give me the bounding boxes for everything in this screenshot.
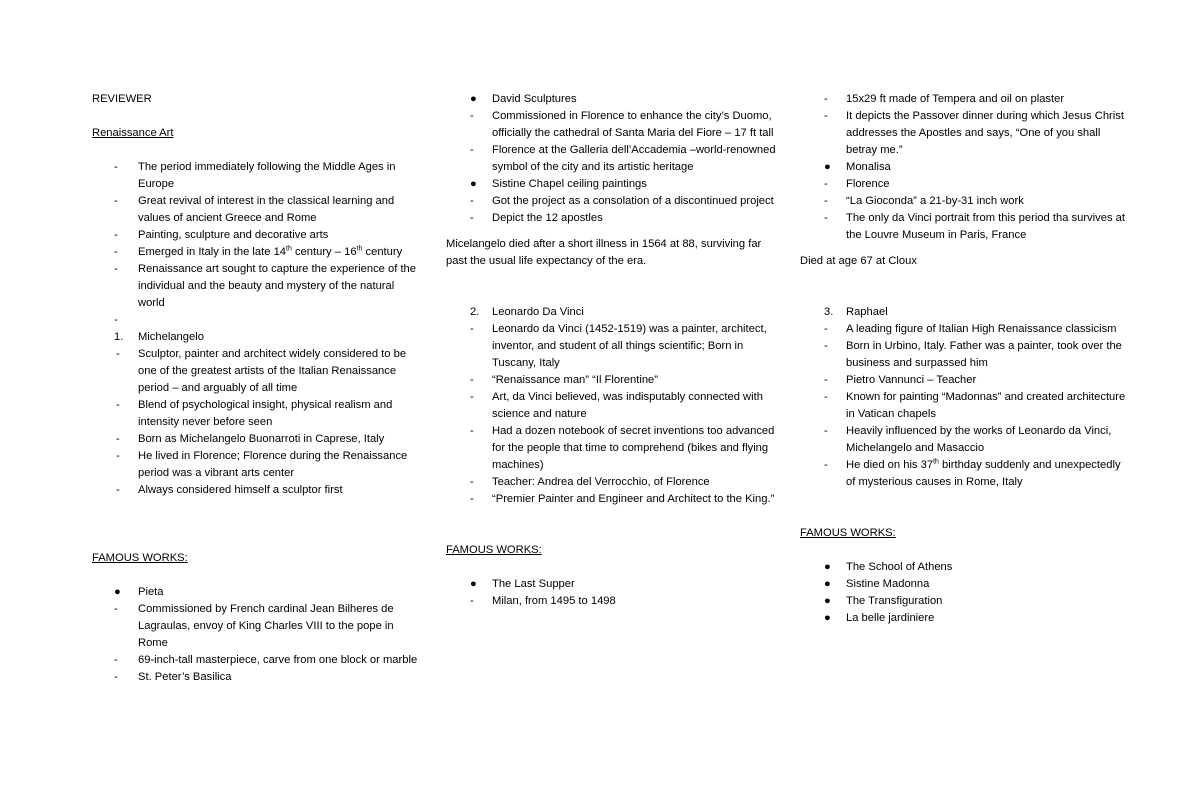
list-item: - Had a dozen notebook of secret inventions too advanced for the people that time to comprehend (bikes and flying machines) [470, 425, 775, 471]
list-item: - Commissioned in Florence to enhance the city’s Duomo, officially the cathedral of Santa Maria del Fiore – 17 ft tall [470, 110, 774, 139]
work-title: ● La belle jardiniere [824, 612, 935, 624]
work-title: ● The Transfiguration [824, 595, 943, 607]
list-item: - Florence [824, 178, 890, 190]
list-item: - 69-inch-tall masterpiece, carve from one block or marble [114, 654, 418, 666]
list-item: - Art, da Vinci believed, was indisputably connected with science and nature [470, 391, 763, 420]
list-item: - Florence at the Galleria dell’Accademia –world-renowned symbol of the city and its artistic heritage [470, 144, 776, 173]
list-item: - Always considered himself a sculptor first [116, 484, 343, 496]
list-item: - It depicts the Passover dinner during which Jesus Christ addresses the Apostles and says, “One of you shall betray me.” [824, 110, 1124, 156]
section-heading: Renaissance Art [92, 127, 174, 139]
list-item: - Sculptor, painter and architect widely considered to be one of the greatest artists of the Italian Renaissance period – and arguably of all time [116, 348, 407, 394]
leonardo-section [446, 304, 776, 508]
michelangelo-death-note: Micelangelo died after a short illness in 1564 at 88, surviving far past the usual life expectancy of the era. [446, 238, 762, 267]
work-title: ● The Last Supper [470, 578, 575, 590]
list-item: - A leading figure of Italian High Renaissance classicism [824, 323, 1117, 335]
list-item: - Emerged in Italy in the late 14th century – 16th century [114, 245, 403, 258]
list-item: - “La Gioconda” a 21-by-31 inch work [824, 195, 1024, 207]
raphael-works-list [800, 559, 1130, 627]
work-title: ● Monalisa [824, 161, 891, 173]
supper-continued [800, 91, 1130, 244]
list-item: - Leonardo da Vinci (1452-1519) was a painter, architect, inventor, and student of all things scientific; Born in Tuscany, Italy [470, 323, 767, 369]
list-item: - The only da Vinci portrait from this period tha survives at the Louvre Museum in Paris, France [824, 212, 1125, 241]
column-left [92, 91, 422, 686]
famous-works-heading: FAMOUS WORKS: [92, 552, 188, 564]
work-title: ● The School of Athens [824, 561, 953, 573]
list-item: - 15x29 ft made of Tempera and oil on plaster [824, 93, 1065, 105]
list-item: - [114, 314, 118, 326]
list-item: - The period immediately following the Middle Ages in Europe [114, 161, 396, 190]
list-item: - He lived in Florence; Florence during the Renaissance period was a vibrant arts center [116, 450, 408, 479]
list-item: - Teacher: Andrea del Verrocchio, of Florence [470, 476, 710, 488]
list-item: - Heavily influenced by the works of Leonardo da Vinci, Michelangelo and Masaccio [824, 425, 1112, 454]
list-item: - St. Peter’s Basilica [114, 671, 232, 683]
intro-list [92, 159, 422, 329]
work-title: ● Sistine Chapel ceiling paintings [470, 178, 647, 190]
work-title: ● David Sculptures [470, 93, 577, 105]
list-item: - “Premier Painter and Engineer and Architect to the King.” [470, 493, 775, 505]
leonardo-death-note: Died at age 67 at Cloux [800, 255, 917, 267]
list-item: - Great revival of interest in the classical learning and values of ancient Greece and Rome [114, 195, 395, 224]
work-title: ● Pieta [114, 586, 164, 598]
list-item: - He died on his 37th birthday suddenly and unexpectedly of mysterious causes in Rome, Italy [824, 458, 1121, 488]
column-right [800, 91, 1130, 627]
list-item: - Milan, from 1495 to 1498 [470, 595, 616, 607]
list-item: - Born in Urbino, Italy. Father was a painter, took over the business and surpassed him [824, 340, 1122, 369]
list-item: - Commissioned by French cardinal Jean Bilheres de Lagraulas, envoy of King Charles VIII to the pope in Rome [114, 603, 394, 649]
numbered-heading: 3. Raphael [824, 306, 888, 318]
list-item: - Born as Michelangelo Buonarroti in Caprese, Italy [116, 433, 385, 445]
pieta-section [92, 584, 422, 686]
list-item: - Pietro Vannunci – Teacher [824, 374, 977, 386]
numbered-heading: 2. Leonardo Da Vinci [470, 306, 584, 318]
last-supper-section [446, 576, 776, 610]
famous-works-heading: FAMOUS WORKS: [446, 544, 542, 556]
list-item: - Blend of psychological insight, physical realism and intensity never before seen [116, 399, 393, 428]
raphael-section [800, 304, 1130, 491]
list-item: - Known for painting “Madonnas” and created architecture in Vatican chapels [824, 391, 1126, 420]
document-title: REVIEWER [92, 93, 152, 105]
list-item: - Depict the 12 apostles [470, 212, 603, 224]
list-item: - Got the project as a consolation of a discontinued project [470, 195, 774, 207]
list-item: - Painting, sculpture and decorative arts [114, 229, 329, 241]
michelangelo-section [92, 329, 422, 499]
list-item: - Renaissance art sought to capture the experience of the individual and the beauty and mystery of the natural world [114, 263, 416, 309]
list-item: - “Renaissance man” “Il Florentine” [470, 374, 659, 386]
column-middle [446, 91, 776, 610]
famous-works-heading: FAMOUS WORKS: [800, 527, 896, 539]
numbered-heading: 1. Michelangelo [114, 331, 204, 343]
david-section [446, 91, 776, 227]
work-title: ● Sistine Madonna [824, 578, 930, 590]
